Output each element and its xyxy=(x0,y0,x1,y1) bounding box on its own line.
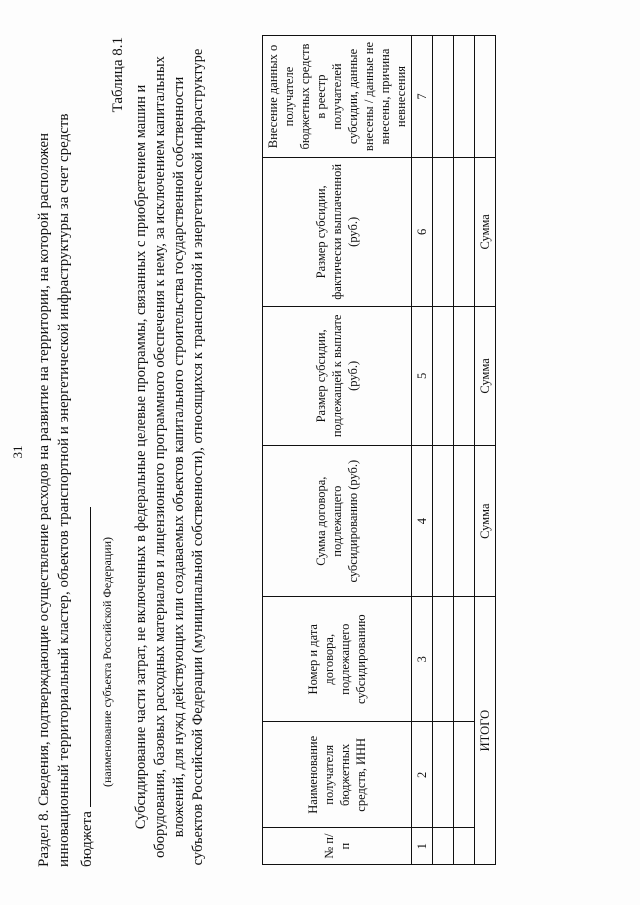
budget-blank-line xyxy=(76,507,91,807)
total-label: ИТОГО xyxy=(475,597,496,865)
page-number: 31 xyxy=(10,445,25,459)
column-number-row xyxy=(412,36,433,865)
table-cell xyxy=(454,446,475,597)
table-cell xyxy=(433,446,454,597)
total-subsidy-due: Сумма xyxy=(475,306,496,445)
header-recipient: Наименование получателя бюджетных средств, ИНН xyxy=(263,722,412,828)
total-contract-sum: Сумма xyxy=(475,446,496,597)
table-number: Таблица 8.1 xyxy=(110,37,126,113)
header-contract-sum: Сумма договора, подлежащего субсидированию (руб.) xyxy=(263,446,412,597)
header-subsidy-due: Размер субсидии, подлежащей к выплате (руб.) xyxy=(263,306,412,445)
table-row xyxy=(433,36,454,865)
table-cell xyxy=(475,36,496,158)
header-contract: Номер и дата договора, подлежащего субсидированию xyxy=(263,597,412,722)
subsidy-description: Субсидирование части затрат, не включенных в федеральные целевые программы, связанных с приобретением машин и оборудования, базовых расходных материалов и лицензионного программного обеспечения к нему, за исключением капитальных вложений, для нужд действующих или создаваемых объектов капитального строительства государственной собственности субъектов Российской Федерации (муниципальной собственности), относящихся к транспортной и энергетической инфраструктуре xyxy=(133,48,206,866)
rotated-sheet xyxy=(10,17,620,887)
table-cell xyxy=(454,306,475,445)
header-subsidy-paid: Размер субсидии, фактически выплаченной (руб.) xyxy=(263,158,412,307)
table-cell xyxy=(433,36,454,158)
header-registry: Внесение данных о получателе бюджетных средств в реестр получателей субсидии, данные внесены / данные не внесены, причина невнесения xyxy=(263,36,412,158)
section-title: Раздел 8. Сведения, подтверждающие осуществление расходов на развитие на территории, на которой расположен инновационный территориальный кластер, объектов транспортной и энергетической инфраструктуры за счет средств xyxy=(36,113,72,867)
table-cell xyxy=(454,722,475,828)
table-cell xyxy=(433,722,454,828)
subsidy-table xyxy=(262,35,496,865)
header-number: № п/п xyxy=(263,828,412,865)
column-number: 2 xyxy=(412,722,433,828)
table-cell xyxy=(433,828,454,865)
table-cell xyxy=(433,597,454,722)
column-number: 3 xyxy=(412,597,433,722)
table-cell xyxy=(454,158,475,307)
table-cell xyxy=(454,828,475,865)
table-header-row xyxy=(263,36,412,865)
column-number: 7 xyxy=(412,36,433,158)
column-number: 4 xyxy=(412,446,433,597)
table-row xyxy=(454,36,475,865)
total-row xyxy=(475,36,496,865)
total-subsidy-paid: Сумма xyxy=(475,158,496,307)
budget-label: бюджета xyxy=(79,811,95,867)
table-cell xyxy=(433,158,454,307)
table-cell xyxy=(454,597,475,722)
table-cell xyxy=(433,306,454,445)
column-number: 6 xyxy=(412,158,433,307)
column-number: 5 xyxy=(412,306,433,445)
budget-line xyxy=(76,67,97,867)
subject-caption: (наименование субъекта Российской Федерации) xyxy=(100,536,114,787)
column-number: 1 xyxy=(412,828,433,865)
table-cell xyxy=(454,36,475,158)
